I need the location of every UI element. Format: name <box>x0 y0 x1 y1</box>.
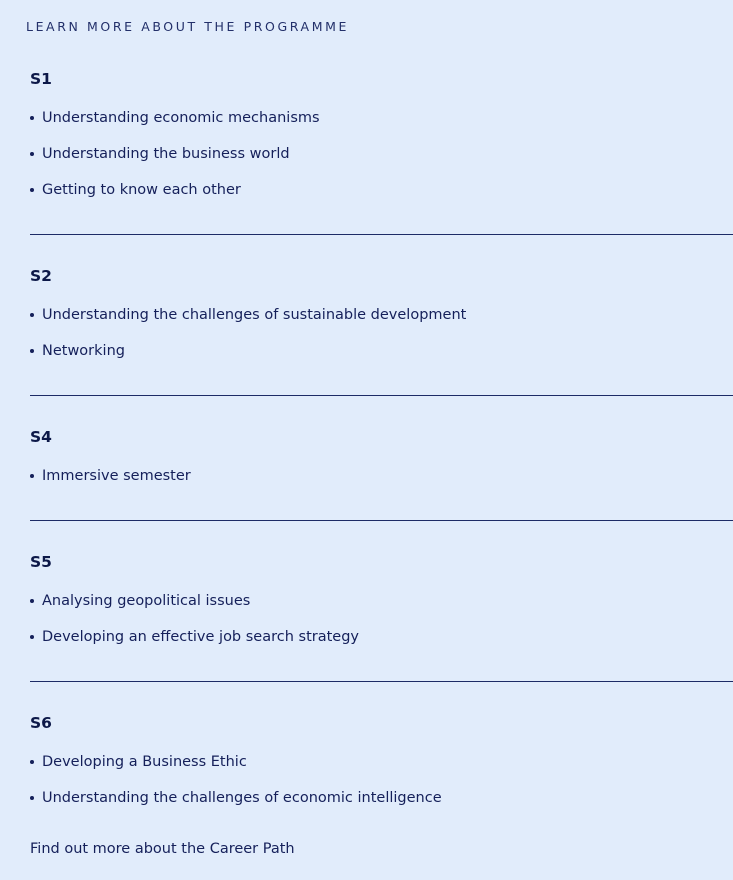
topic-list-item <box>30 751 733 787</box>
bullet-icon <box>30 349 34 353</box>
bullet-icon <box>30 188 34 192</box>
semester-topics-list <box>30 751 733 823</box>
topic-list-item <box>30 590 733 626</box>
semester-block-s4 <box>30 422 733 521</box>
bullet-icon <box>30 313 34 317</box>
topic-list-item <box>30 465 733 501</box>
topic-list-item <box>30 107 733 143</box>
semester-topics-list <box>30 107 733 215</box>
topic-list-item <box>30 143 733 179</box>
bullet-icon <box>30 474 34 478</box>
semester-title: S5 <box>30 553 52 571</box>
bullet-icon <box>30 599 34 603</box>
semester-block-s2 <box>30 261 733 396</box>
semester-topics-list <box>30 590 733 662</box>
career-path-link[interactable]: Find out more about the Career Path <box>30 841 295 857</box>
topic-list-item <box>30 179 733 215</box>
topic-label: Understanding the business world <box>42 146 290 162</box>
semester-topics-list <box>30 304 733 376</box>
semester-title: S4 <box>30 428 52 446</box>
semester-block-s6 <box>30 708 733 823</box>
topic-label: Developing an effective job search strategy <box>42 629 360 645</box>
topic-list-item <box>30 304 733 340</box>
topic-label: Understanding the challenges of economic intelligence <box>42 790 442 806</box>
semester-title: S2 <box>30 267 52 285</box>
semester-block-s1 <box>30 64 733 235</box>
section-eyebrow-heading: LEARN MORE ABOUT THE PROGRAMME <box>26 19 349 34</box>
semester-title: S6 <box>30 714 52 732</box>
topic-list-item <box>30 787 733 823</box>
topic-list-item <box>30 340 733 376</box>
topic-label: Developing a Business Ethic <box>42 754 247 770</box>
semester-title: S1 <box>30 70 52 88</box>
topic-label: Immersive semester <box>42 468 191 484</box>
topic-label: Analysing geopolitical issues <box>42 593 251 609</box>
bullet-icon <box>30 796 34 800</box>
bullet-icon <box>30 116 34 120</box>
topic-list-item <box>30 626 733 662</box>
topic-label: Understanding the challenges of sustainable development <box>42 307 467 323</box>
semester-block-s5 <box>30 547 733 682</box>
topic-label: Getting to know each other <box>42 182 241 198</box>
bullet-icon <box>30 760 34 764</box>
bullet-icon <box>30 635 34 639</box>
semester-topics-list <box>30 465 733 501</box>
bullet-icon <box>30 152 34 156</box>
topic-label: Networking <box>42 343 125 359</box>
programme-semesters <box>30 64 733 823</box>
topic-label: Understanding economic mechanisms <box>42 110 320 126</box>
